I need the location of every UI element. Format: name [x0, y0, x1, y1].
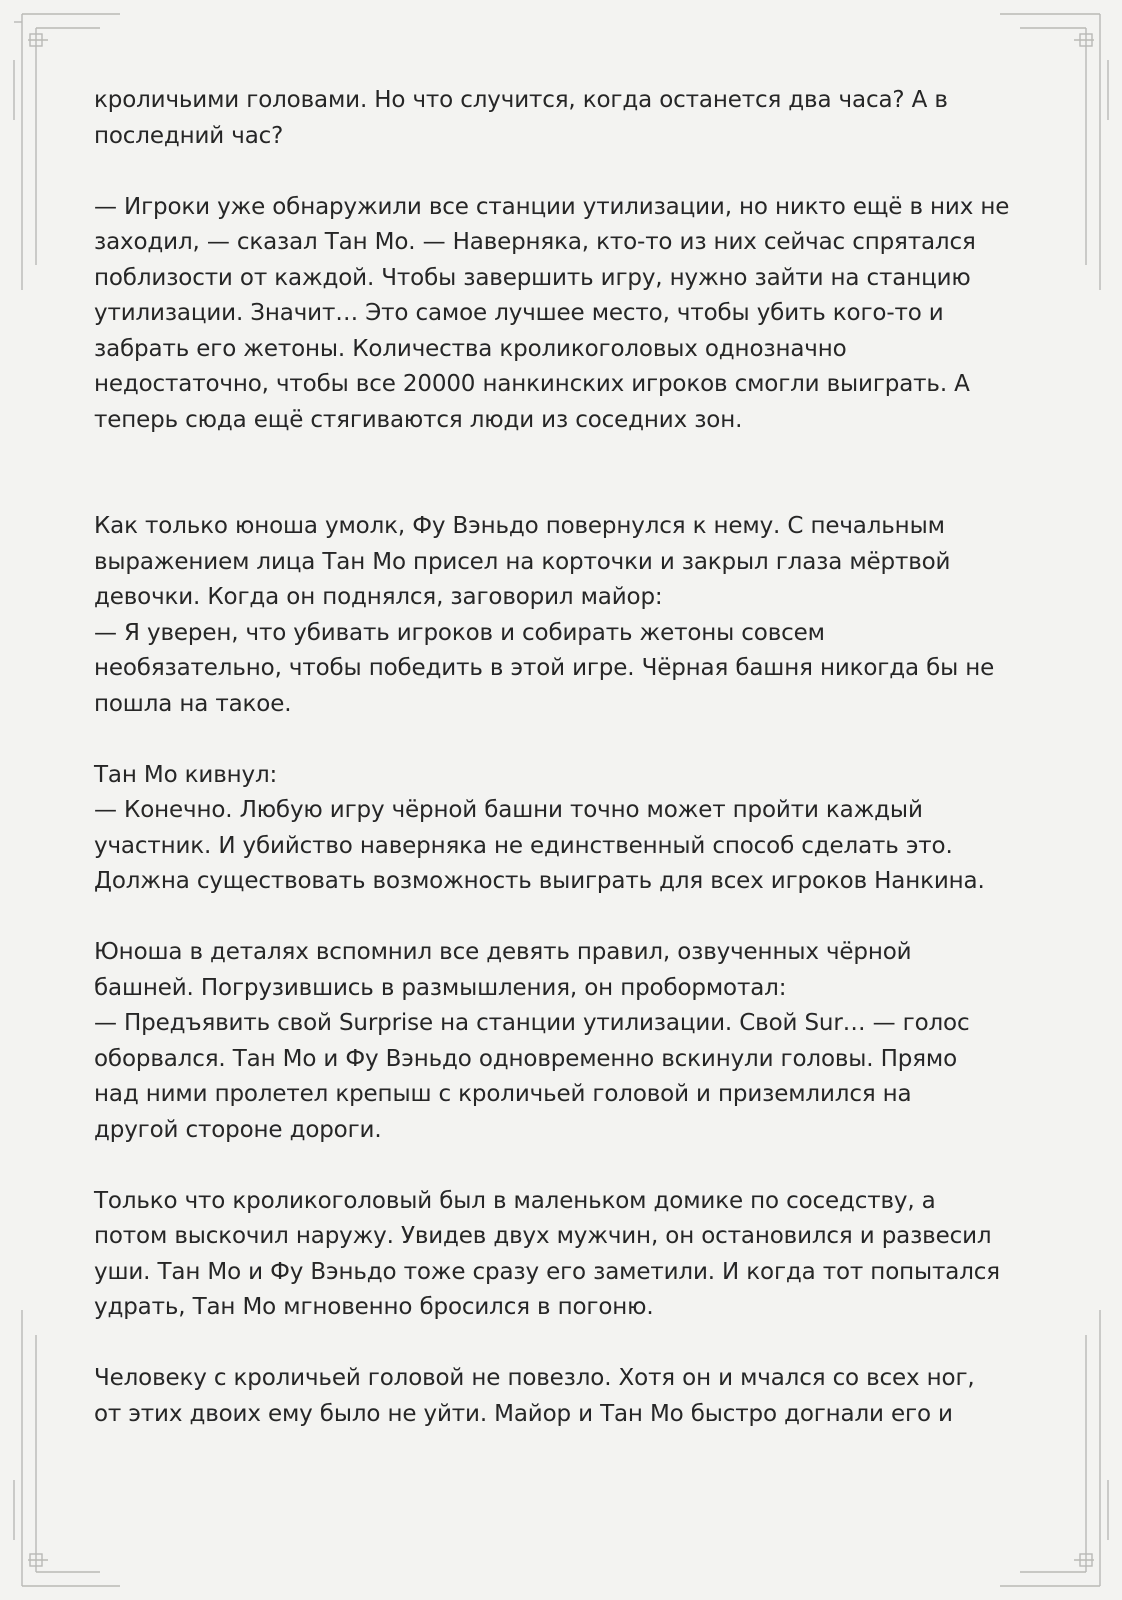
paragraph: — Игроки уже обнаружили все станции утилизации, но никто ещё в них не заходил, — сказал Тан Мо. — Наверняка, кто-то из них сейчас спрятался поблизости от каждой. Чтобы завершить игру, нужно зайти на станцию утилизации. Значит… Это самое лучшее место, чтобы убить кого-то и забрать его жетоны. Количества кроликоголовых однозначно недостаточно, чтобы все 20000 нанкинских игроков смогли выиграть. А теперь сюда ещё стягиваются люди из соседних зон.: [94, 193, 1010, 433]
paragraph: Юноша в деталях вспомнил все девять правил, озвученных чёрной башней. Погрузившись в размышления, он пробормотал: — Предъявить свой Surprise на станции утилизации. Свой Sur… — голос оборвался. Тан Мо и Фу Вэньдо одновременно вскинули головы. Прямо над ними пролетел крепыш с кроличьей головой и приземлился на другой стороне дороги.: [94, 939, 970, 1143]
paragraph: Тан Мо кивнул: — Конечно. Любую игру чёрной башни точно может пройти каждый участник. И убийство наверняка не единственный способ сделать это. Должна существовать возможность выиграть для всех игроков Нанкина.: [94, 761, 985, 894]
page-text: [94, 83, 1044, 1468]
paragraph: Человеку с кроличьей головой не повезло. Хотя он и мчался со всех ног, от этих двоих ему было не уйти. Майор и Тан Мо быстро догнали его и: [94, 1365, 975, 1427]
paragraph: кроличьими головами. Но что случится, когда останется два часа? А в последний час?: [94, 87, 948, 149]
paragraph: Только что кроликоголовый был в маленьком домике по соседству, а потом выскочил наружу. Увидев двух мужчин, он остановился и развесил уши. Тан Мо и Фу Вэньдо тоже сразу его заметили. И когда тот попытался удрать, Тан Мо мгновенно бросился в погоню.: [94, 1187, 1000, 1320]
paragraph: Как только юноша умолк, Фу Вэньдо повернулся к нему. С печальным выражением лица Тан Мо присел на корточки и закрыл глаза мёртвой девочки. Когда он поднялся, заговорил майор: — Я уверен, что убивать игроков и собирать жетоны совсем необязательно, чтобы победить в этой игре. Чёрная башня никогда бы не пошла на такое.: [94, 513, 995, 717]
